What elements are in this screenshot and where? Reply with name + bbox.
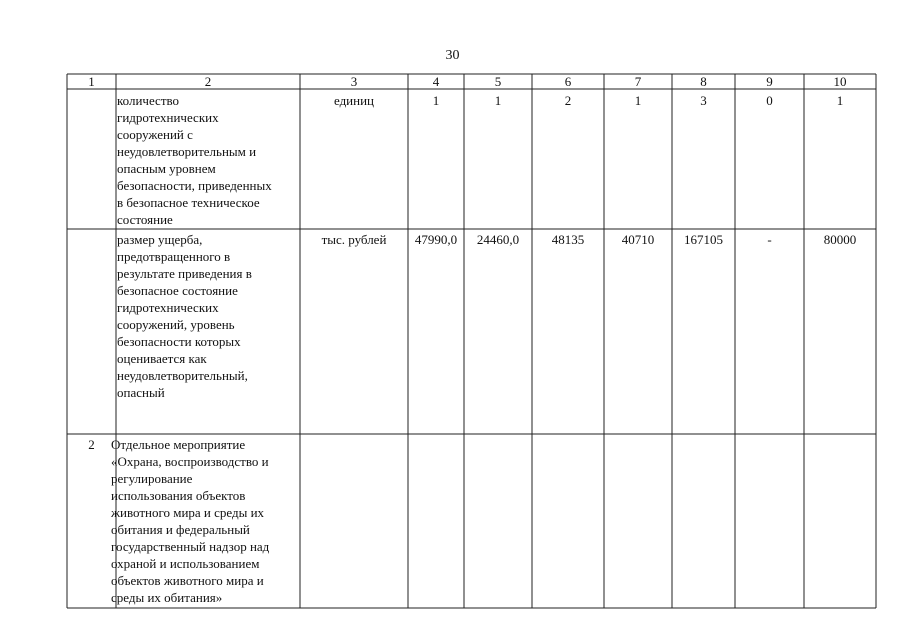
row-2-unit: тыс. рублей xyxy=(321,232,387,247)
row-2-value-9: - xyxy=(767,232,772,247)
row-1-description: количество гидротехнических сооружений с неудовлетворительным и опасным уровнем безопасности, приведенных в безопасное техническое состояние xyxy=(117,93,272,227)
row-2-value-6: 48135 xyxy=(551,232,585,247)
header-cell-3: 3 xyxy=(350,74,358,89)
row-3-description: Отдельное мероприятие «Охрана, воспроизводство и регулирование использования объектов животного мира и среды их обитания и федеральный государственный надзор над охраной и использованием объектов животного мира и среды их обитания» xyxy=(111,437,270,605)
row-1-value-4: 1 xyxy=(432,93,440,108)
row-2-value-7: 40710 xyxy=(621,232,655,247)
row-1-value-8: 3 xyxy=(700,93,707,108)
header-cell-6: 6 xyxy=(564,74,572,89)
row-1-value-9: 0 xyxy=(766,93,773,108)
row-2-value-5: 24460,0 xyxy=(476,232,520,247)
row-2-value-4: 47990,0 xyxy=(414,232,458,247)
row-2-value-10: 80000 xyxy=(823,232,857,247)
row-1-value-5: 1 xyxy=(494,93,502,108)
header-cell-1: 1 xyxy=(88,74,95,89)
row-1-value-10: 1 xyxy=(836,93,844,108)
header-cell-9: 9 xyxy=(766,74,773,89)
row-1-value-7: 1 xyxy=(634,93,642,108)
page-number: 30 xyxy=(445,48,460,63)
header-cell-10: 10 xyxy=(833,74,847,89)
header-cell-2: 2 xyxy=(204,74,212,89)
header-cell-8: 8 xyxy=(700,74,707,89)
header-cell-5: 5 xyxy=(494,74,502,89)
row-1-value-6: 2 xyxy=(564,93,572,108)
row-2-value-8: 167105 xyxy=(684,232,723,247)
header-cell-4: 4 xyxy=(432,74,440,89)
row-1-unit: единиц xyxy=(333,93,375,108)
row-3-number: 2 xyxy=(88,437,95,452)
row-2-description: размер ущерба, предотвращенного в результате приведения в безопасное состояние гидротехнических сооружений, уровень безопасности которых оценивается как неудовлетворительный, опасный xyxy=(117,232,252,400)
header-cell-7: 7 xyxy=(634,74,642,89)
